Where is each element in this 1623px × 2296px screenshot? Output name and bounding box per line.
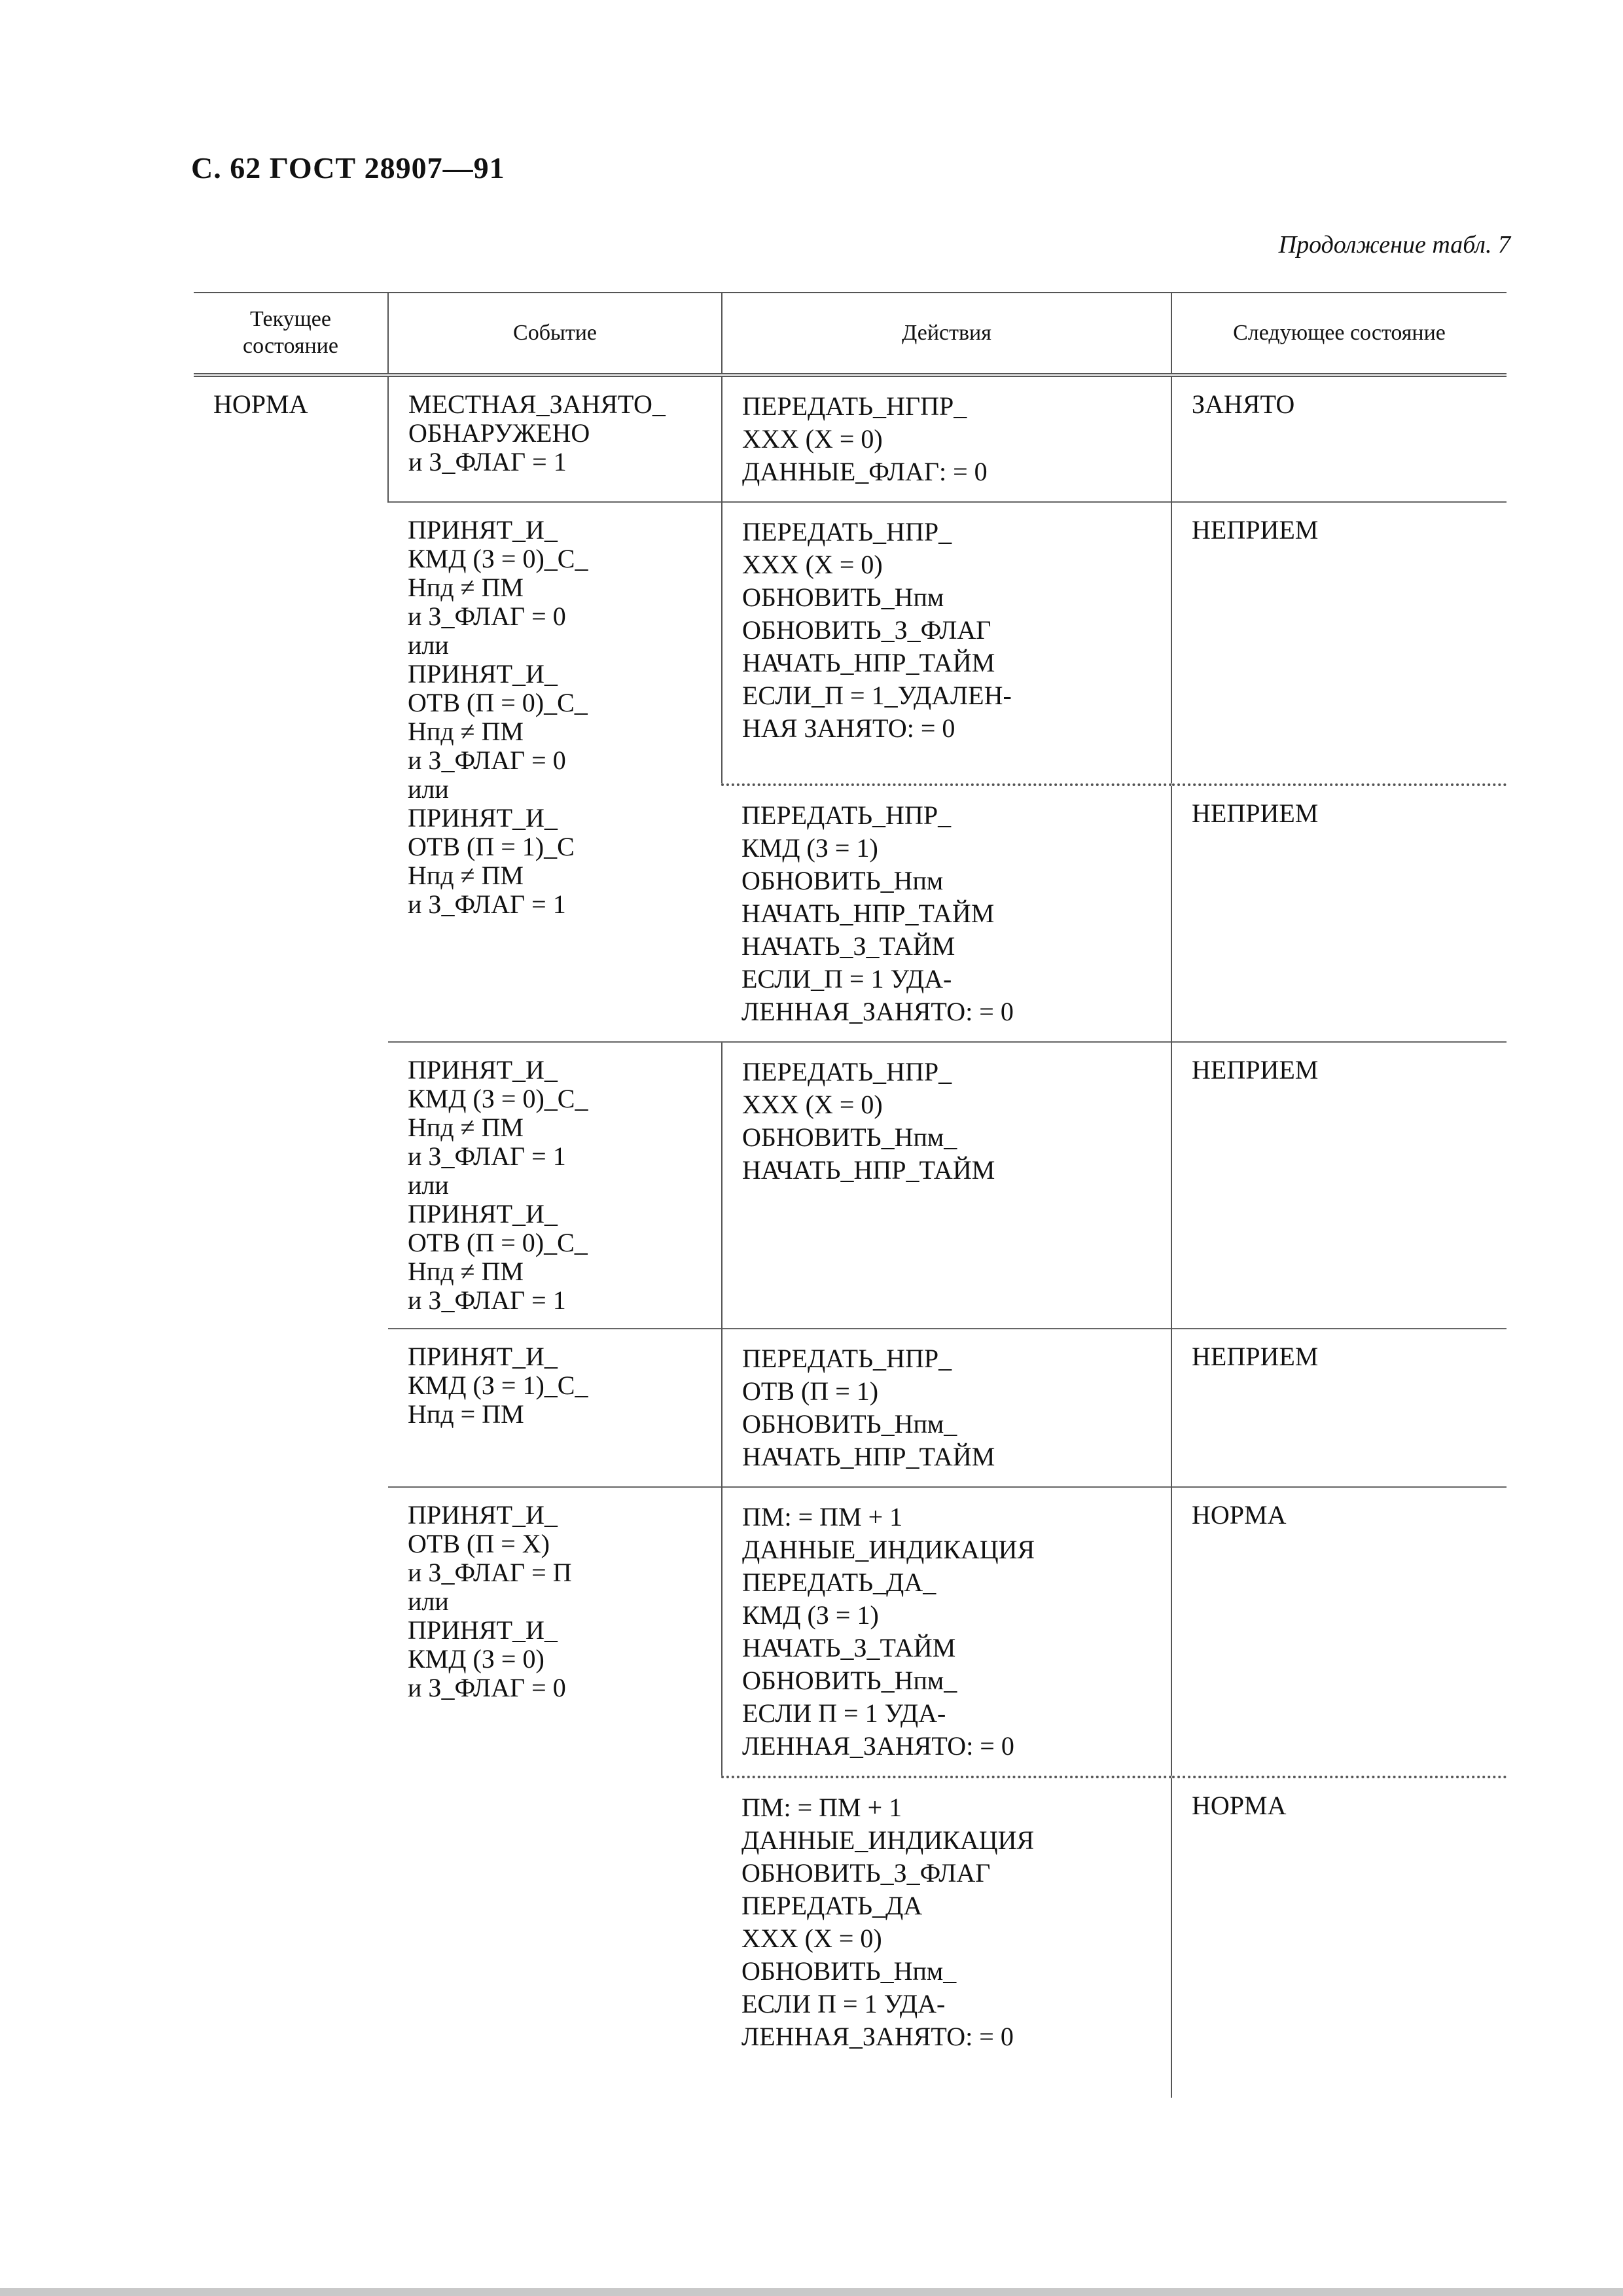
next-state-cell: НЕПРИЕМ — [1171, 1042, 1507, 1329]
actions-cell: ПЕРЕДАТЬ_НПР_ ХХХ (Х = 0) ОБНОВИТЬ_Нпм_ НАЧАТЬ_НПР_ТАЙМ — [722, 1042, 1171, 1329]
event-cell: МЕСТНАЯ_ЗАНЯТО_ ОБНАРУЖЕНО и З_ФЛАГ = 1 — [388, 375, 722, 502]
next-state-cell: НЕПРИЕМ — [1171, 502, 1507, 785]
table-row — [194, 1329, 1507, 1487]
event-cell: ПРИНЯТ_И_ КМД (З = 1)_С_ Нпд = ПМ — [388, 1329, 722, 1487]
page-header: С. 62 ГОСТ 28907—91 — [191, 151, 505, 185]
table-row — [194, 1042, 1507, 1329]
table-row — [194, 502, 1507, 785]
actions-cell: ПЕРЕДАТЬ_НПР_ КМД (З = 1) ОБНОВИТЬ_Нпм НАЧАТЬ_НПР_ТАЙМ НАЧАТЬ_З_ТАЙМ ЕСЛИ_П = 1 УДА- ЛЕННАЯ_ЗАНЯТО: = 0 — [722, 785, 1171, 1042]
state-transition-table — [194, 292, 1507, 2051]
next-state-cell: НОРМА — [1171, 1777, 1507, 2098]
page-bottom-edge — [0, 2288, 1623, 2296]
actions-cell: ПМ: = ПМ + 1 ДАННЫЕ_ИНДИКАЦИЯ ОБНОВИТЬ_З_ФЛАГ ПЕРЕДАТЬ_ДА ХХХ (Х = 0) ОБНОВИТЬ_Нпм_ ЕСЛИ П = 1 УДА- ЛЕННАЯ_ЗАНЯТО: = 0 — [722, 1777, 1171, 2098]
actions-cell: ПЕРЕДАТЬ_НПР_ ХХХ (Х = 0) ОБНОВИТЬ_Нпм ОБНОВИТЬ_З_ФЛАГ НАЧАТЬ_НПР_ТАЙМ ЕСЛИ_П = 1_УДАЛЕН- НАЯ ЗАНЯТО: = 0 — [722, 502, 1171, 785]
actions-cell: ПМ: = ПМ + 1 ДАННЫЕ_ИНДИКАЦИЯ ПЕРЕДАТЬ_ДА_ КМД (З = 1) НАЧАТЬ_З_ТАЙМ ОБНОВИТЬ_Нпм_ ЕСЛИ П = 1 УДА- ЛЕННАЯ_ЗАНЯТО: = 0 — [722, 1487, 1171, 1777]
next-state-cell: ЗАНЯТО — [1171, 375, 1507, 502]
column-header-event: Событие — [388, 293, 722, 375]
event-cell: ПРИНЯТ_И_ ОТВ (П = Х) и З_ФЛАГ = П или ПРИНЯТ_И_ КМД (З = 0) и З_ФЛАГ = 0 — [388, 1487, 722, 2098]
table-header-row — [194, 293, 1507, 375]
actions-cell: ПЕРЕДАТЬ_НГПР_ ХХХ (Х = 0) ДАННЫЕ_ФЛАГ: = 0 — [722, 375, 1171, 502]
column-header-actions: Действия — [722, 293, 1171, 375]
table-continuation-label: Продолжение табл. 7 — [1278, 231, 1510, 259]
column-header-next-state: Следующее состояние — [1171, 293, 1507, 375]
next-state-cell: НЕПРИЕМ — [1171, 785, 1507, 1042]
actions-cell: ПЕРЕДАТЬ_НПР_ ОТВ (П = 1) ОБНОВИТЬ_Нпм_ НАЧАТЬ_НПР_ТАЙМ — [722, 1329, 1171, 1487]
next-state-cell: НОРМА — [1171, 1487, 1507, 1777]
next-state-cell: НЕПРИЕМ — [1171, 1329, 1507, 1487]
event-cell: ПРИНЯТ_И_ КМД (З = 0)_С_ Нпд ≠ ПМ и З_ФЛАГ = 0 или ПРИНЯТ_И_ ОТВ (П = 0)_С_ Нпд ≠ ПМ и З_ФЛАГ = 0 или ПРИНЯТ_И_ ОТВ (П = 1)_С Нпд ≠ ПМ и З_ФЛАГ = 1 — [388, 502, 722, 1042]
table-row — [194, 375, 1507, 502]
table-row — [194, 1487, 1507, 1777]
current-state-cell: НОРМА — [213, 389, 308, 419]
event-cell: ПРИНЯТ_И_ КМД (З = 0)_С_ Нпд ≠ ПМ и З_ФЛАГ = 1 или ПРИНЯТ_И_ ОТВ (П = 0)_С_ Нпд ≠ ПМ и З_ФЛАГ = 1 — [388, 1042, 722, 1329]
column-header-current-state: Текущее состояние — [194, 293, 388, 375]
